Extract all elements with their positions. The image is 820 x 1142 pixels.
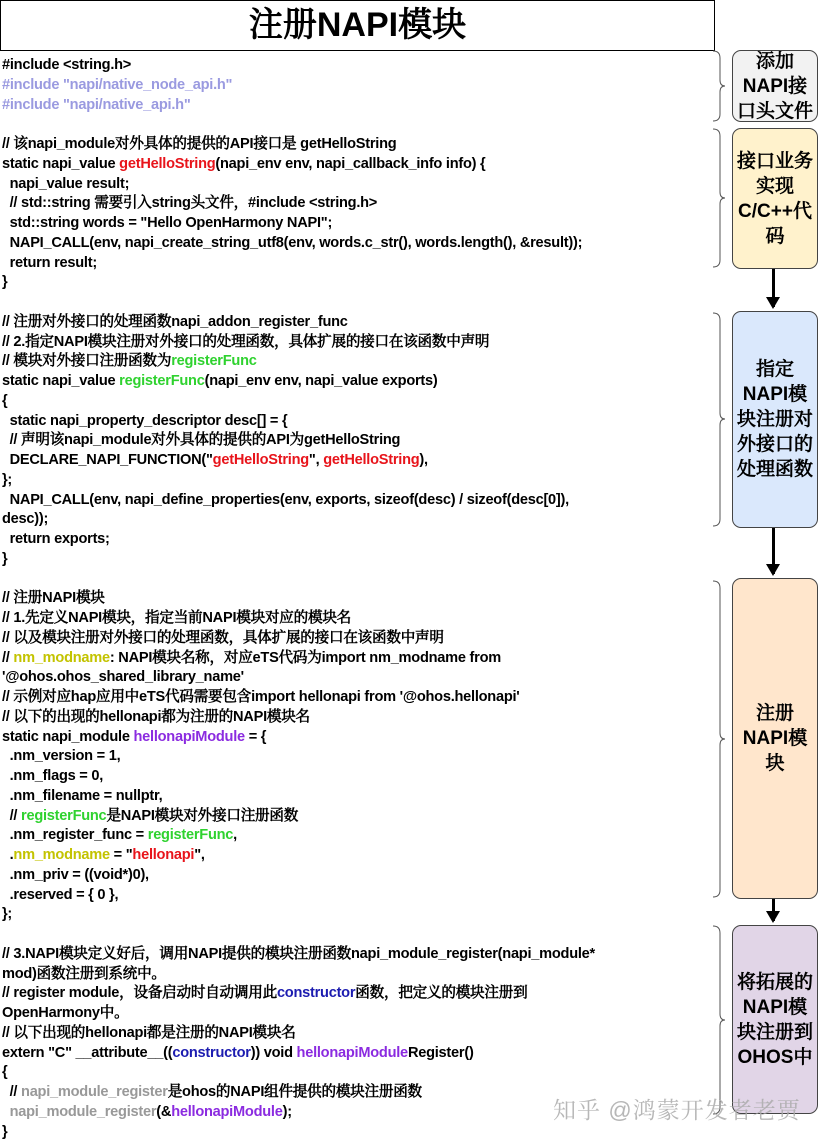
code-line <box>2 965 722 985</box>
code-line <box>2 175 722 195</box>
code-line <box>2 273 722 293</box>
code-line <box>2 609 722 629</box>
code-line <box>2 1044 722 1064</box>
arrow-icon <box>772 899 775 921</box>
code-highlight-red: getHelloString <box>212 452 309 468</box>
code-text: } <box>2 1123 8 1140</box>
code-line <box>2 510 722 530</box>
code-highlight-purple: hellonapiModule <box>296 1044 408 1061</box>
code-line <box>2 1024 722 1044</box>
code-line <box>2 747 722 767</box>
code-text: mod)函数注册到系统中。 <box>2 965 166 982</box>
code-text: // 示例对应hap应用中eTS代码需要包含import hellonapi from '@ohos.hellonapi' <box>2 689 520 705</box>
code-line <box>2 787 722 807</box>
code-highlight-gray: napi_module_register <box>21 1084 168 1100</box>
code-line <box>2 451 722 471</box>
code-text: // register module，设备启动时自动调用此 <box>2 985 277 1002</box>
arrow-icon <box>772 528 775 574</box>
code-text: (& <box>156 1103 172 1120</box>
step-box-register-func: 指定 NAPI模 块注册对 外接口的 处理函数 <box>732 311 818 528</box>
code-line <box>2 254 722 274</box>
code-text: // 以下的出现的hellonapi都为注册的NAPI模块名 <box>2 708 310 725</box>
step-box-register-module: 注册 NAPI模 块 <box>732 578 818 899</box>
code-line <box>2 155 722 175</box>
code-line <box>2 412 722 432</box>
brace-icon <box>712 50 726 122</box>
code-text: return result; <box>2 254 97 271</box>
code-text: desc)); <box>2 511 49 528</box>
code-line <box>2 214 722 234</box>
code-line <box>2 629 722 649</box>
code-text: .nm_filename = nullptr, <box>2 787 163 804</box>
code-text: static napi_module <box>2 728 134 745</box>
code-text: .nm_flags = 0, <box>2 768 104 784</box>
code-line <box>2 234 722 254</box>
code-highlight-red: hellonapi <box>132 847 195 863</box>
code-highlight-lilac: #include "napi/native_api.h" <box>2 96 191 113</box>
code-text: static napi_value <box>2 373 120 389</box>
code-line <box>2 846 722 866</box>
code-line <box>2 313 722 333</box>
code-line <box>2 668 722 688</box>
code-text: napi_value result; <box>2 175 130 192</box>
code-line <box>2 550 722 570</box>
code-text: // 3.NAPI模块定义好后，调用NAPI提供的模块注册函数napi_module_register(napi_module* <box>2 945 595 962</box>
code-block <box>2 56 722 1142</box>
code-highlight-blue: constructor <box>276 985 356 1002</box>
code-text: NAPI_CALL(env, napi_create_string_utf8(env, words.c_str(), words.length(), &result)); <box>2 234 583 251</box>
code-text: 是ohos的NAPI组件提供的模块注册函数 <box>167 1084 422 1100</box>
code-line <box>2 984 722 1004</box>
code-line <box>2 589 722 609</box>
code-highlight-gray: napi_module_register <box>9 1103 157 1120</box>
code-text: (napi_env env, napi_callback_info info) { <box>215 155 486 172</box>
code-text: { <box>2 1064 8 1081</box>
code-text: .nm_priv = ((void*)0), <box>2 866 149 883</box>
code-line <box>2 333 722 353</box>
code-text: #include <string.h> <box>2 57 132 73</box>
code-text: } <box>2 274 8 291</box>
code-highlight-green: registerFunc <box>147 827 234 844</box>
code-text: // 模块对外接口注册函数为 <box>2 353 172 370</box>
code-line <box>2 293 722 313</box>
code-line <box>2 135 722 155</box>
code-line <box>2 471 722 491</box>
code-line <box>2 807 722 827</box>
code-highlight-purple: hellonapiModule <box>133 728 245 745</box>
code-text: )) void <box>250 1044 297 1061</box>
step-box-implement-interface: 接口业务 实现 C/C++代 码 <box>732 128 818 269</box>
code-text: ), <box>419 452 428 468</box>
code-highlight-green: registerFunc <box>119 373 205 389</box>
code-highlight-lilac: #include "napi/native_node_api.h" <box>2 76 233 93</box>
brace-icon <box>712 925 726 1115</box>
code-line <box>2 728 722 748</box>
code-text: return exports; <box>2 531 110 547</box>
code-text: (napi_env env, napi_value exports) <box>204 373 438 389</box>
code-text: // 该napi_module对外具体的提供的API接口是 getHelloString <box>2 136 397 152</box>
code-line <box>2 570 722 590</box>
code-line <box>2 372 722 392</box>
code-line <box>2 194 722 214</box>
code-text: . <box>2 847 14 863</box>
code-text: .nm_version = 1, <box>2 748 121 765</box>
code-text: 是NAPI模块对外接口注册函数 <box>106 807 299 824</box>
code-text: NAPI_CALL(env, napi_define_properties(env, exports, sizeof(desc) / sizeof(desc[0]), <box>2 491 569 508</box>
code-highlight-green: registerFunc <box>171 353 257 370</box>
code-text: 函数，把定义的模块注册到 <box>355 985 528 1002</box>
code-line <box>2 767 722 787</box>
code-text: }; <box>2 906 13 923</box>
code-text: extern "C" __attribute__(( <box>2 1044 173 1061</box>
code-text: // 注册对外接口的处理函数napi_addon_register_func <box>2 313 348 330</box>
code-line <box>2 826 722 846</box>
code-text: // 2.指定NAPI模块注册对外接口的处理函数，具体扩展的接口在该函数中声明 <box>2 333 490 350</box>
code-line <box>2 1063 722 1083</box>
code-text: , <box>233 827 237 844</box>
code-line <box>2 1004 722 1024</box>
code-line <box>2 688 722 708</box>
code-highlight-red: getHelloString <box>119 155 216 172</box>
code-text: } <box>2 550 8 567</box>
code-text: // <box>2 1084 22 1100</box>
step-box-add-headers: 添加 NAPI接 口头文件 <box>732 50 818 122</box>
code-highlight-purple: hellonapiModule <box>171 1103 283 1120</box>
code-text: = " <box>109 847 133 863</box>
arrow-icon <box>772 269 775 307</box>
code-text: }; <box>2 471 13 488</box>
code-text: .nm_register_func = <box>2 827 148 844</box>
code-text: DECLARE_NAPI_FUNCTION(" <box>2 452 213 468</box>
code-text: std::string words = "Hello OpenHarmony NAPI"; <box>2 215 333 231</box>
code-text: OpenHarmony中。 <box>2 1005 129 1021</box>
code-text: ", <box>308 452 324 468</box>
code-line <box>2 905 722 925</box>
code-highlight-yellow: nm_modname <box>13 649 110 666</box>
code-text: // 以下出现的hellonapi都是注册的NAPI模块名 <box>2 1024 296 1041</box>
code-line <box>2 115 722 135</box>
code-text: ); <box>282 1103 292 1120</box>
brace-icon <box>712 312 726 527</box>
code-text: // 注册NAPI模块 <box>2 590 105 607</box>
code-line <box>2 392 722 412</box>
step-box-register-to-ohos: 将拓展的 NAPI模 块注册到 OHOS中 <box>732 925 818 1114</box>
code-line <box>2 925 722 945</box>
code-line <box>2 945 722 965</box>
code-text: = { <box>244 728 267 745</box>
code-line <box>2 886 722 906</box>
code-text: // std::string 需要引入string头文件，#include <string.h> <box>2 195 378 212</box>
code-line <box>2 96 722 116</box>
code-text: // 声明该napi_module对外具体的提供的API为getHelloString <box>2 432 401 449</box>
code-line <box>2 708 722 728</box>
code-highlight-red: getHelloString <box>323 452 420 468</box>
code-text: // <box>2 649 14 666</box>
code-text: .reserved = { 0 }, <box>2 886 119 903</box>
code-line <box>2 76 722 96</box>
code-text: // 以及模块注册对外接口的处理函数，具体扩展的接口在该函数中声明 <box>2 629 444 646</box>
code-text: '@ohos.ohos_shared_library_name' <box>2 669 244 686</box>
code-line <box>2 1123 722 1142</box>
code-line <box>2 866 722 886</box>
code-line <box>2 491 722 511</box>
code-text: static napi_value <box>2 155 120 172</box>
code-text: { <box>2 392 8 409</box>
code-line <box>2 56 722 76</box>
code-highlight-yellow: nm_modname <box>13 847 110 863</box>
code-line <box>2 431 722 451</box>
code-highlight-blue: constructor <box>172 1044 251 1061</box>
code-highlight-green: registerFunc <box>21 807 107 824</box>
code-text: // 1.先定义NAPI模块，指定当前NAPI模块对应的模块名 <box>2 610 352 626</box>
code-text: ", <box>194 847 205 863</box>
code-text: static napi_property_descriptor desc[] = { <box>2 412 288 429</box>
code-line <box>2 352 722 372</box>
brace-icon <box>712 128 726 268</box>
code-text: // <box>2 807 22 824</box>
code-text: : NAPI模块名称，对应eTS代码为import nm_modname from <box>109 649 501 666</box>
diagram-title: 注册NAPI模块 <box>0 0 715 51</box>
watermark: 知乎 @鸿蒙开发者老贾 <box>553 1097 801 1123</box>
code-line <box>2 649 722 669</box>
code-text <box>2 1104 10 1120</box>
code-line <box>2 530 722 550</box>
brace-icon <box>712 580 726 898</box>
code-text: Register() <box>407 1044 474 1061</box>
